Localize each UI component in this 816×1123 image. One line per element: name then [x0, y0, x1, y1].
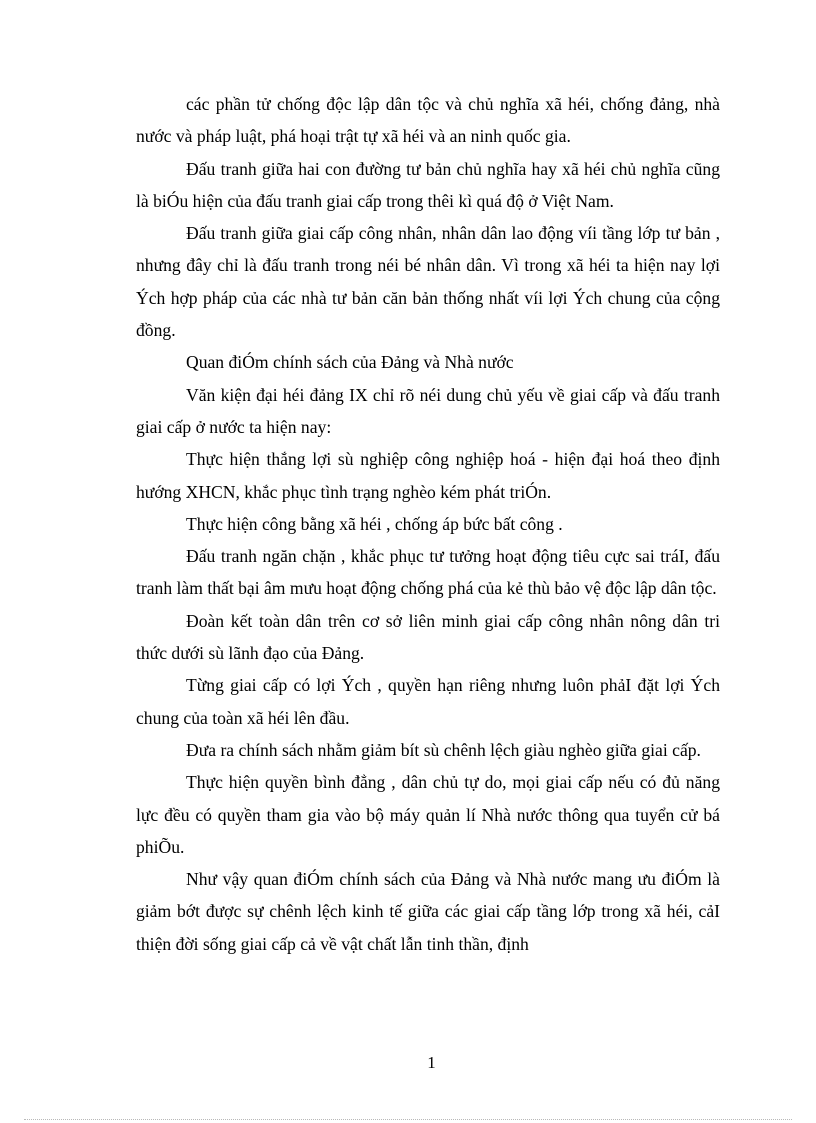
paragraph: Đoàn kết toàn dân trên cơ sở liên minh giai cấp công nhân nông dân tri thức dưới sù lãnh đạo của Đảng.	[136, 610, 720, 664]
paragraph: Từng giai cấp có lợi Ých , quyền hạn riêng nhưng luôn phảI đặt lợi Ých chung của toàn xã héi lên đầu.	[136, 675, 720, 728]
paragraph: Thực hiện quyền bình đẳng , dân chủ tự do, mọi giai cấp nếu có đủ năng lực đều có quyền tham gia vào bộ máy quản lí Nhà nước thông qua tuyển cử bá phiÕu.	[136, 772, 720, 857]
page-edge-divider	[24, 1119, 792, 1120]
paragraph: Đấu tranh giữa giai cấp công nhân, nhân dân lao động víi tầng lớp tư bản , nhưng đây chỉ là đấu tranh trong néi bé nhân dân. Vì trong xã héi ta hiện nay lợi Ých hợp pháp của các nhà tư bản căn bản thống nhất víi lợi Ých chung của cộng đồng.	[136, 223, 720, 341]
paragraph: Thực hiện thắng lợi sù nghiệp công nghiệp hoá - hiện đại hoá theo định hướng XHCN, khắc phục tình trạng nghèo kém phát triÓn.	[136, 449, 720, 502]
paragraph: Thực hiện công bằng xã héi , chống áp bức bất công .	[186, 513, 563, 534]
body-text	[136, 88, 720, 960]
paragraph-continuation: các phần tử chống độc lập dân tộc và chủ nghĩa xã héi, chống đảng, nhà nước và pháp luật, phá hoại trật tự xã héi và an ninh quốc gia.	[136, 94, 720, 147]
paragraph: Văn kiện đại héi đảng IX chỉ rõ néi dung chủ yếu về giai cấp và đấu tranh giai cấp ở nước ta hiện nay:	[136, 384, 720, 437]
paragraph: Đưa ra chính sách nhằm giảm bít sù chênh lệch giàu nghèo giữa giai cấp.	[186, 739, 701, 760]
paragraph: Đấu tranh giữa hai con đường tư bản chủ nghĩa hay xã héi chủ nghĩa cũng là biÓu hiện của đấu tranh giai cấp trong thêi kì quá độ ở Việt Nam.	[136, 158, 720, 211]
page-number: 1	[427, 1053, 436, 1072]
paragraph: Như vậy quan điÓm chính sách của Đảng và Nhà nước mang ưu điÓm là giảm bớt được sự chênh lệch kinh tế giữa các giai cấp tầng lớp trong xã héi, cảI thiện đời sống giai cấp cả về vật chất lẫn tinh thần, định	[136, 869, 720, 954]
paragraph: Đấu tranh ngăn chặn , khắc phục tư tưởng hoạt động tiêu cực sai tráI, đấu tranh làm thất bại âm mưu hoạt động chống phá của kẻ thù bảo vệ độc lập dân tộc.	[136, 546, 720, 599]
section-heading: Quan điÓm chính sách của Đảng và Nhà nước	[186, 352, 514, 373]
